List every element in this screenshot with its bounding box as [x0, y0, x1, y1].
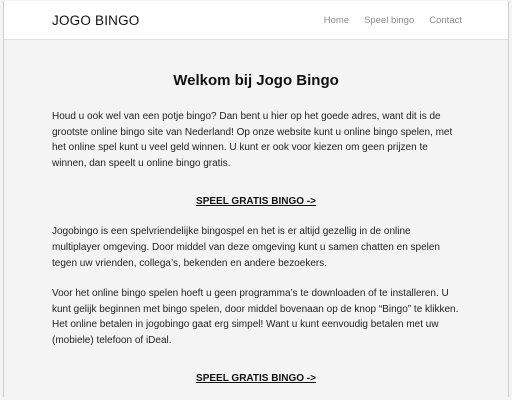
page-title: Welkom bij Jogo Bingo [173, 72, 339, 89]
nav-contact-link[interactable]: Contact [429, 14, 462, 26]
nav-speel-bingo-link[interactable]: Speel bingo [364, 14, 415, 26]
cta-container-bottom [52, 368, 460, 386]
cta-container [52, 191, 460, 209]
multiplayer-paragraph: Jogobingo is een spelvriendelijke bingospel en het is er altijd gezellig in de online multiplayer omgeving. Door middel van deze omgeving kunt u samen chatten en spelen tegen uw vrienden, collega’s, bekenden en andere bezoekers. [52, 226, 440, 269]
play-free-bingo-link-bottom[interactable]: SPEEL GRATIS BINGO -> [196, 372, 316, 384]
site-logo-text[interactable]: JOGO BINGO [52, 12, 140, 28]
play-free-bingo-link[interactable]: SPEEL GRATIS BINGO -> [196, 196, 316, 208]
payment-paragraph: Voor het online bingo spelen hoeft u geen programma’s te downloaden of te installeren. U kunt gelijk beginnen met bingo spelen, door middel bovenaan op de knop “Bingo” te klikken. Het online betalen in jogobingo gaat erg simpel! Want u kunt eenvoudig betalen met uw (mobiele) telefoon of iDeal. [52, 288, 459, 346]
nav-home-link[interactable]: Home [323, 14, 350, 26]
site-header [4, 1, 508, 40]
main-nav [324, 15, 462, 26]
main-content [4, 72, 508, 386]
page-frame [3, 1, 509, 397]
intro-paragraph: Houd u ook wel van een potje bingo? Dan bent u hier op het goede adres, want dit is de grootste online bingo site van Nederland! Op onze website kunt u online bingo spelen, met het online spel kunt u veel geld winnen. U kunt er ook voor kiezen om geen prijzen te winnen, dan speelt u online bingo gratis. [52, 111, 453, 169]
